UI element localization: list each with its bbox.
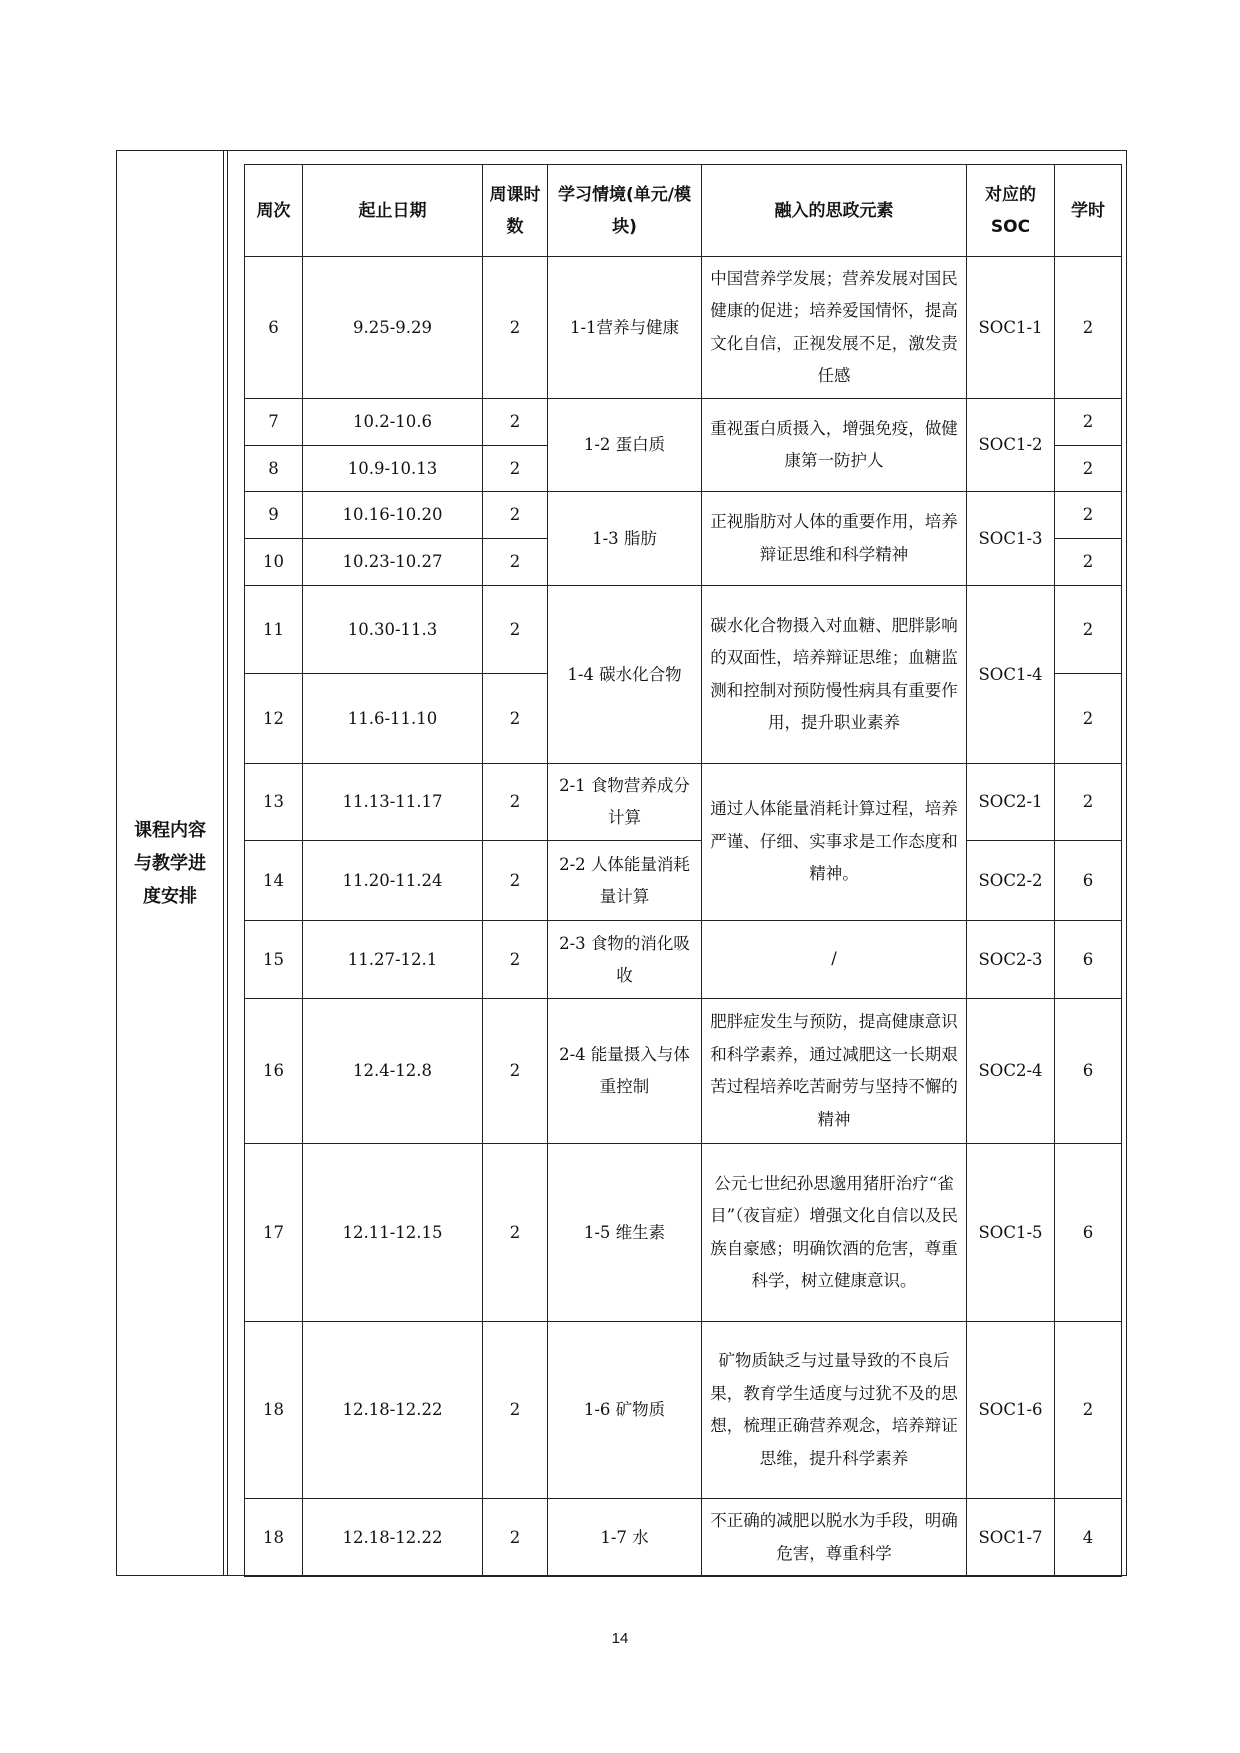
dates-cell: 9.25-9.29 (303, 257, 483, 399)
soc-cell: SOC1-5 (967, 1144, 1055, 1322)
section-label: 课程内容与教学进度安排 (134, 819, 206, 907)
dates-cell: 12.18-12.22 (303, 1322, 483, 1499)
unit-cell: 1-2 蛋白质 (548, 399, 702, 492)
ideology-cell: 公元七世纪孙思邈用猪肝治疗“雀目”（夜盲症）增强文化自信以及民族自豪感；明确饮酒的危害，尊重科学，树立健康意识。 (702, 1144, 967, 1322)
weekly-hours-cell: 2 (483, 841, 548, 921)
soc-cell: SOC1-7 (967, 1499, 1055, 1577)
table-row (245, 492, 1122, 539)
hours-cell: 6 (1055, 841, 1122, 921)
weekly-hours-cell: 2 (483, 921, 548, 999)
hours-cell: 2 (1055, 257, 1122, 399)
header-weekly-hours: 周课时数 (483, 165, 548, 257)
ideology-cell: 重视蛋白质摄入，增强免疫，做健康第一防护人 (702, 399, 967, 492)
weekly-hours-cell: 2 (483, 1322, 548, 1499)
hours-cell: 4 (1055, 1499, 1122, 1577)
soc-cell: SOC1-3 (967, 492, 1055, 586)
week-cell: 8 (245, 446, 303, 492)
table-row (245, 586, 1122, 674)
weekly-hours-cell: 2 (483, 674, 548, 764)
weekly-hours-cell: 2 (483, 446, 548, 492)
week-cell: 9 (245, 492, 303, 539)
soc-cell: SOC1-2 (967, 399, 1055, 492)
header-context: 学习情境(单元/模块) (548, 165, 702, 257)
ideology-cell: 中国营养学发展；营养发展对国民健康的促进；培养爱国情怀，提高文化自信，正视发展不足，激发责任感 (702, 257, 967, 399)
table-row (245, 999, 1122, 1144)
soc-cell: SOC2-4 (967, 999, 1055, 1144)
hours-cell: 2 (1055, 446, 1122, 492)
week-cell: 18 (245, 1499, 303, 1577)
soc-cell: SOC1-1 (967, 257, 1055, 399)
dates-cell: 10.16-10.20 (303, 492, 483, 539)
unit-cell: 1-1营养与健康 (548, 257, 702, 399)
table-row (245, 1499, 1122, 1577)
week-cell: 12 (245, 674, 303, 764)
hours-cell: 6 (1055, 999, 1122, 1144)
hours-cell: 2 (1055, 586, 1122, 674)
page-number: 14 (611, 1630, 629, 1647)
table-row (245, 1322, 1122, 1499)
header-ideology: 融入的思政元素 (702, 165, 967, 257)
table-row (245, 764, 1122, 841)
weekly-hours-cell: 2 (483, 999, 548, 1144)
hours-cell: 6 (1055, 1144, 1122, 1322)
week-cell: 16 (245, 999, 303, 1144)
dates-cell: 11.27-12.1 (303, 921, 483, 999)
dates-cell: 11.6-11.10 (303, 674, 483, 764)
dates-cell: 10.23-10.27 (303, 539, 483, 586)
soc-cell: SOC1-6 (967, 1322, 1055, 1499)
dates-cell: 11.13-11.17 (303, 764, 483, 841)
ideology-cell: 不正确的减肥以脱水为手段，明确危害，尊重科学 (702, 1499, 967, 1577)
header-hours: 学时 (1055, 165, 1122, 257)
weekly-hours-cell: 2 (483, 586, 548, 674)
unit-cell: 2-1 食物营养成分计算 (548, 764, 702, 841)
dates-cell: 11.20-11.24 (303, 841, 483, 921)
table-row (245, 257, 1122, 399)
ideology-cell: 肥胖症发生与预防，提高健康意识和科学素养，通过减肥这一长期艰苦过程培养吃苦耐劳与坚持不懈的精神 (702, 999, 967, 1144)
ideology-cell: / (702, 921, 967, 999)
schedule-cell (227, 151, 1126, 1575)
unit-cell: 1-7 水 (548, 1499, 702, 1577)
week-cell: 13 (245, 764, 303, 841)
hours-cell: 2 (1055, 492, 1122, 539)
hours-cell: 6 (1055, 921, 1122, 999)
weekly-hours-cell: 2 (483, 1144, 548, 1322)
hours-cell: 2 (1055, 539, 1122, 586)
unit-cell: 1-6 矿物质 (548, 1322, 702, 1499)
dates-cell: 12.18-12.22 (303, 1499, 483, 1577)
table-row (245, 921, 1122, 999)
ideology-cell: 正视脂肪对人体的重要作用，培养辩证思维和科学精神 (702, 492, 967, 586)
ideology-cell: 碳水化合物摄入对血糖、肥胖影响的双面性，培养辩证思维；血糖监测和控制对预防慢性病具有重要作用，提升职业素养 (702, 586, 967, 764)
hours-cell: 2 (1055, 674, 1122, 764)
week-cell: 17 (245, 1144, 303, 1322)
unit-cell: 1-3 脂肪 (548, 492, 702, 586)
table-row (245, 1144, 1122, 1322)
unit-cell: 1-5 维生素 (548, 1144, 702, 1322)
unit-cell: 2-2 人体能量消耗量计算 (548, 841, 702, 921)
ideology-cell: 通过人体能量消耗计算过程，培养严谨、仔细、实事求是工作态度和精神。 (702, 764, 967, 921)
weekly-hours-cell: 2 (483, 764, 548, 841)
header-row (245, 165, 1122, 257)
soc-cell: SOC1-4 (967, 586, 1055, 764)
unit-cell: 2-3 食物的消化吸收 (548, 921, 702, 999)
week-cell: 6 (245, 257, 303, 399)
dates-cell: 12.4-12.8 (303, 999, 483, 1144)
hours-cell: 2 (1055, 399, 1122, 446)
weekly-schedule-table (244, 164, 1122, 1577)
table-row (245, 399, 1122, 446)
dates-cell: 10.2-10.6 (303, 399, 483, 446)
dates-cell: 12.11-12.15 (303, 1144, 483, 1322)
section-label-cell (117, 151, 224, 1575)
soc-cell: SOC2-2 (967, 841, 1055, 921)
hours-cell: 2 (1055, 1322, 1122, 1499)
weekly-hours-cell: 2 (483, 492, 548, 539)
week-cell: 14 (245, 841, 303, 921)
schedule-table (116, 150, 1127, 1576)
dates-cell: 10.30-11.3 (303, 586, 483, 674)
unit-cell: 2-4 能量摄入与体重控制 (548, 999, 702, 1144)
unit-cell: 1-4 碳水化合物 (548, 586, 702, 764)
header-dates: 起止日期 (303, 165, 483, 257)
ideology-cell: 矿物质缺乏与过量导致的不良后果，教育学生适度与过犹不及的思想，梳理正确营养观念，培养辩证思维，提升科学素养 (702, 1322, 967, 1499)
table-row (245, 841, 1122, 921)
week-cell: 7 (245, 399, 303, 446)
week-cell: 10 (245, 539, 303, 586)
hours-cell: 2 (1055, 764, 1122, 841)
weekly-hours-cell: 2 (483, 1499, 548, 1577)
header-soc: 对应的SOC (967, 165, 1055, 257)
week-cell: 18 (245, 1322, 303, 1499)
weekly-hours-cell: 2 (483, 399, 548, 446)
soc-cell: SOC2-3 (967, 921, 1055, 999)
weekly-hours-cell: 2 (483, 257, 548, 399)
weekly-hours-cell: 2 (483, 539, 548, 586)
dates-cell: 10.9-10.13 (303, 446, 483, 492)
header-week: 周次 (245, 165, 303, 257)
week-cell: 15 (245, 921, 303, 999)
week-cell: 11 (245, 586, 303, 674)
soc-cell: SOC2-1 (967, 764, 1055, 841)
